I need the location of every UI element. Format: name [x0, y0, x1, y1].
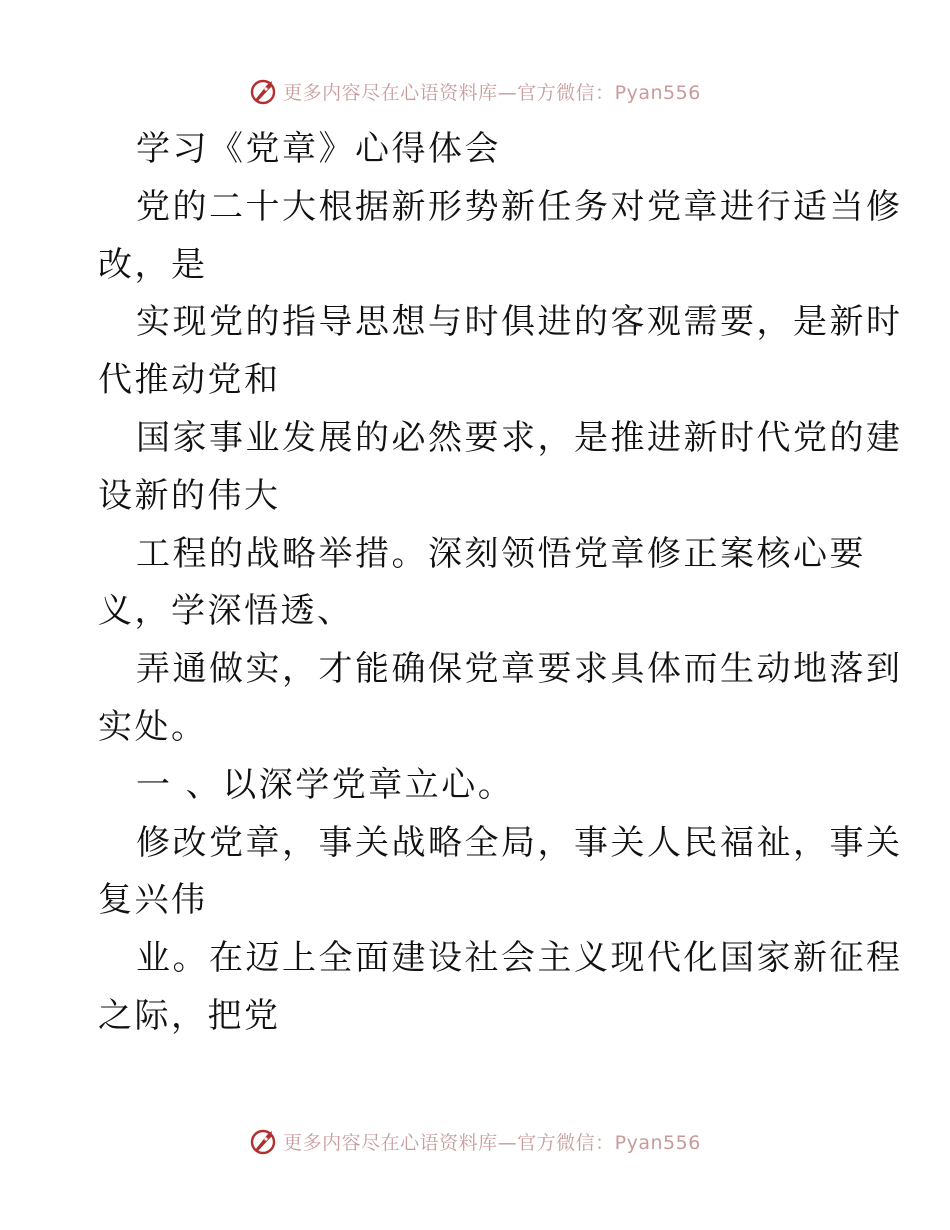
header-watermark	[0, 71, 950, 111]
text-line: 之际，把党	[98, 995, 281, 1036]
text-line: 国家事业发展的必然要求，是推进新时代党的建	[136, 417, 903, 458]
text-line: 弄通做实，才能确保党章要求具体而生动地落到	[136, 649, 903, 690]
text-line: 实处。	[98, 706, 208, 747]
watermark-text: 更多内容尽在心语资料库—官方微信：Pyan556	[283, 81, 701, 104]
pen-nib-circle-icon	[249, 76, 279, 106]
text-line: 义，学深悟透、	[98, 591, 354, 632]
section-heading: 一 、以深学党章立心。	[136, 764, 515, 805]
document-title: 学习《党章》心得体会	[136, 129, 501, 169]
document-body	[98, 121, 903, 1046]
text-line: 党的二十大根据新形势新任务对党章进行适当修	[136, 186, 903, 227]
pen-nib-circle-icon	[249, 1126, 279, 1156]
text-line: 业。在迈上全面建设社会主义现代化国家新征程	[136, 938, 903, 979]
text-line: 设新的伟大	[98, 475, 281, 516]
text-line: 工程的战略举措。深刻领悟党章修正案核心要	[136, 533, 866, 574]
watermark-text: 更多内容尽在心语资料库—官方微信：Pyan556	[283, 1131, 701, 1154]
text-line: 代推动党和	[98, 360, 281, 401]
text-line: 修改党章，事关战略全局，事关人民福祉，事关	[136, 822, 903, 863]
text-line: 改，是	[98, 244, 208, 285]
text-line: 复兴伟	[98, 880, 208, 921]
footer-watermark	[0, 1121, 950, 1161]
text-line: 实现党的指导思想与时俱进的客观需要，是新时	[136, 302, 903, 343]
